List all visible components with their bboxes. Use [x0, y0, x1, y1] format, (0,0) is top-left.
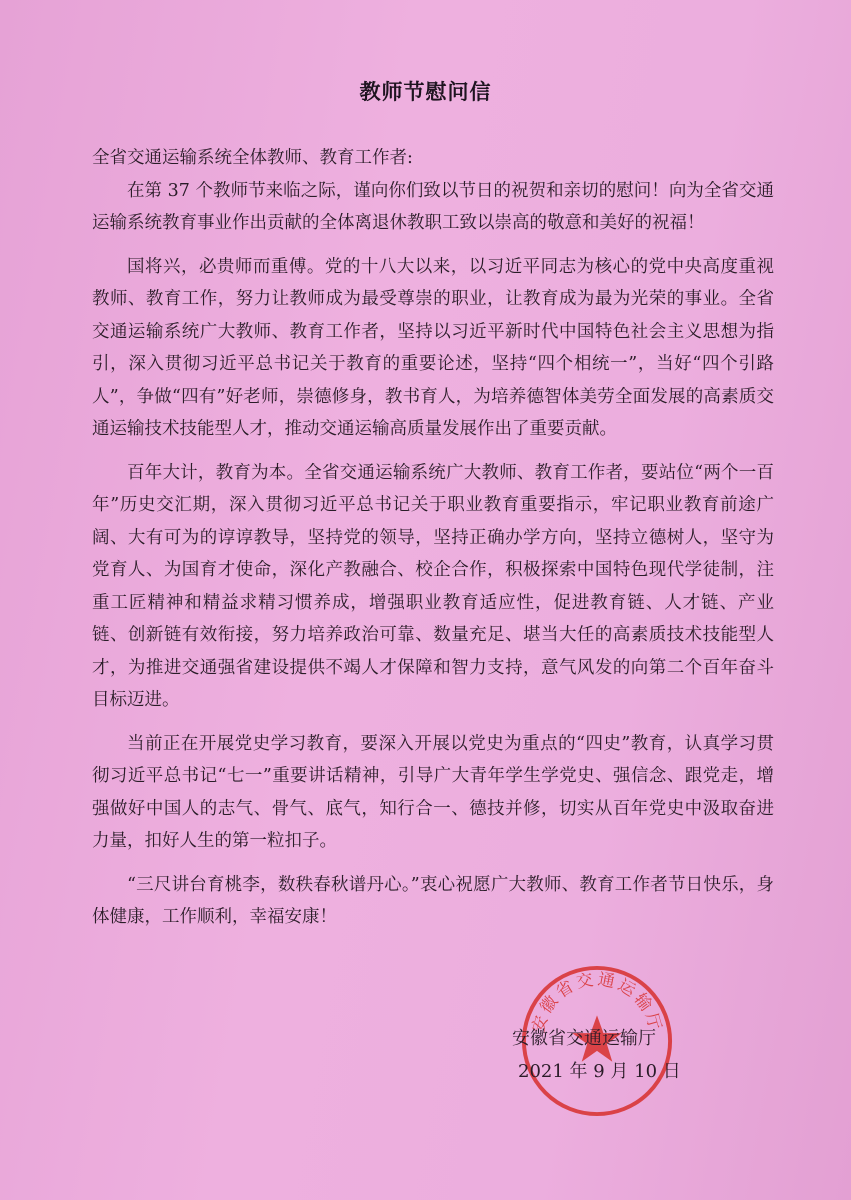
salutation: 全省交通运输系统全体教师、教育工作者: [92, 148, 413, 168]
signature-date: 2021 年 9 月 10 日 [518, 1061, 681, 1082]
document-title: 教师节慰问信 [359, 79, 492, 104]
paragraph-3: 百年大计，教育为本。全省交通运输系统广大教师、教育工作者，要站位“两个一百年”历史交汇期，深入贯彻习近平总书记关于职业教育重要指示，牢记职业教育前途广阔、大有可为的谆谆教导，坚持党的领导，坚持正确办学方向，坚持立德树人，坚守为党育人、为国育才使命，深化产教融合、校企合作，积极探索中国特色现代学徒制，注重工匠精神和精益求精习惯养成，增强职业教育适应性，促进教育链、人才链、产业链、创新链有效衔接，努力培养政治可靠、数量充足、堪当大任的高素质技术技能型人才，为推进交通强省建设提供不竭人才保障和智力支持，意气风发的向第二个百年奋斗目标迈进。 [92, 462, 774, 710]
paragraph-4: 当前正在开展党史学习教育，要深入开展以党史为重点的“四史”教育，认真学习贯彻习近平总书记“七一”重要讲话精神，引导广大青年学生学党史、强信念、跟党走，增强做好中国人的志气、骨气、底气，知行合一、德技并修，切实从百年党史中汲取奋进力量，扣好人生的第一粒扣子。 [92, 733, 774, 851]
paragraph-5: “三尺讲台育桃李，数秩春秋谱丹心。”衷心祝愿广大教师、教育工作者节日快乐，身体健康，工作顺利，幸福安康！ [92, 874, 774, 927]
paragraph-2: 国将兴，必贵师而重傅。党的十八大以来，以习近平同志为核心的党中央高度重视教师、教育工作，努力让教师成为最受尊崇的职业，让教育成为最为光荣的事业。全省交通运输系统广大教师、教育工作者，坚持以习近平新时代中国特色社会主义思想为指引，深入贯彻习近平总书记关于教育的重要论述，坚持“四个相统一”，当好“四个引路人”，争做“四有”好老师，崇德修身，教书育人，为培养德智体美劳全面发展的高素质交通运输技术技能型人才，推动交通运输高质量发展作出了重要贡献。 [92, 256, 774, 439]
letter-body [92, 142, 774, 945]
paragraph-1: 在第 37 个教师节来临之际，谨向你们致以节日的祝贺和亲切的慰问！向为全省交通运输系统教育事业作出贡献的全体离退休教职工致以崇高的敬意和美好的祝福！ [92, 180, 774, 233]
svg-text:安徽省交通运输厅: 安徽省交通运输厅 [527, 968, 667, 1035]
signature-organization: 安徽省交通运输厅 [512, 1028, 656, 1049]
